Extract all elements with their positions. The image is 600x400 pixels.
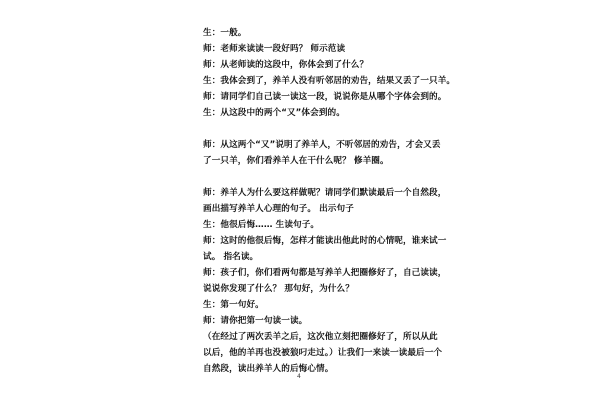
text-line: 师：这时的他很后悔，怎样才能读出他此时的心情呢，谁来试一 — [203, 236, 447, 246]
text-line: 生：一般。 — [203, 28, 247, 38]
text-line: 生：第一句好。 — [203, 300, 264, 310]
text-line: 自然段，读出养羊人的后悔心情。 — [203, 364, 334, 374]
text-line: 师：老师来读读一段好吗？ 师示范读 — [203, 44, 346, 54]
text-line: 师：孩子们，你们看两句都是写养羊人把圈修好了，自己读读， — [203, 268, 447, 278]
text-line: （在经过了两次丢羊之后，这次他立刻把圈修好了，所以从此 — [203, 332, 438, 342]
page-number: 4 — [297, 373, 301, 380]
text-line: 生：他很后悔…… 生读句子。 — [203, 220, 320, 230]
text-line: 生：我体会到了，养羊人没有听邻居的劝告，结果又丢了一只羊。 — [203, 76, 456, 86]
text-line: 师：请你把第一句读一读。 — [203, 316, 308, 326]
text-line: 试。 指名读。 — [203, 252, 259, 262]
text-line: 师：从老师读的这段中，你体会到了什么？ — [203, 60, 369, 70]
text-line: 以后，他的羊再也没被狼叼走过。）让我们一来读一读最后一个 — [203, 348, 443, 358]
text-line: 师：从这两个“又”说明了养羊人，不听邻居的劝告，才会又丢 — [203, 140, 441, 150]
text-line: 生：从这段中的两个“又”体会到的。 — [203, 108, 345, 118]
text-line: 画出描写养羊人心理的句子。 出示句子 — [203, 204, 354, 214]
text-line: 了一只羊，你们看养羊人在干什么呢？ 修羊圈。 — [203, 156, 389, 166]
text-line: 说说你发现了什么？ 那句好，为什么？ — [203, 284, 354, 294]
text-line: 师：请同学们自己读一读这一段，说说你是从哪个字体会到的。 — [203, 92, 447, 102]
text-line: 师：养羊人为什么要这样做呢？请同学们默读最后一个自然段， — [203, 188, 447, 198]
